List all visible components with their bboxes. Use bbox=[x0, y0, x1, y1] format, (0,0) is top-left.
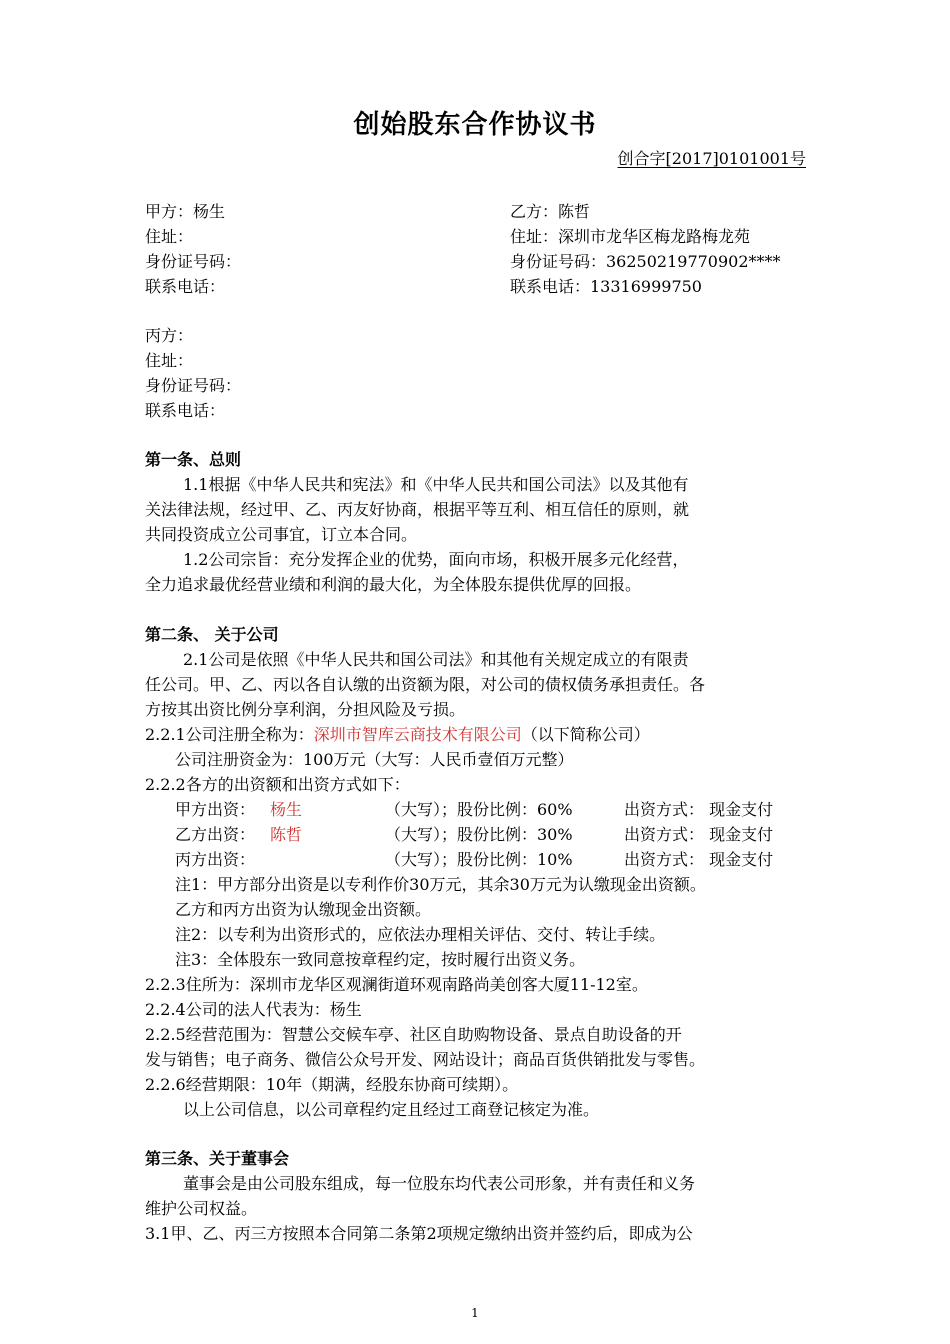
contribution-label-b: 乙方出资： bbox=[175, 825, 256, 844]
registered-company-name: 深圳市智库云商技术有限公司 bbox=[313, 725, 522, 744]
party-c-name: 丙方： bbox=[145, 326, 194, 345]
article3-para1-line2: 维护公司权益。 bbox=[145, 1199, 258, 1218]
legal-representative: 2.2.4公司的法人代表为：杨生 bbox=[145, 1000, 362, 1019]
party-c-address: 住址： bbox=[145, 351, 194, 370]
party-a-phone: 联系电话： bbox=[145, 277, 226, 296]
registered-name-suffix: （以下简称公司） bbox=[521, 725, 650, 744]
contribution-name-a: 杨生 bbox=[270, 800, 303, 819]
registered-name-line bbox=[145, 722, 650, 747]
party-a-address: 住址： bbox=[145, 227, 194, 246]
article2-para1-line3: 方按其出资比例分享利润，分担风险及亏损。 bbox=[145, 700, 466, 719]
article2-heading: 第二条、 关于公司 bbox=[145, 625, 279, 644]
contribution-intro: 2.2.2各方的出资额和出资方式如下： bbox=[145, 775, 410, 794]
article2-para1-line2: 任公司。甲、乙、丙以各自认缴的出资额为限，对公司的债权债务承担责任。各 bbox=[145, 675, 706, 694]
note2: 注2：以专利为出资形式的，应依法办理相关评估、交付、转让手续。 bbox=[175, 925, 666, 944]
party-b-name: 乙方：陈哲 bbox=[510, 202, 591, 221]
party-a-id: 身份证号码： bbox=[145, 252, 242, 271]
business-scope-line1: 2.2.5经营范围为：智慧公交候车亭、社区自助购物设备、景点自助设备的开 bbox=[145, 1025, 682, 1044]
contribution-amount-c: （大写）；股份比例：10% bbox=[385, 850, 573, 869]
contribution-amount-b: （大写）；股份比例：30% bbox=[385, 825, 573, 844]
article1-para1-line3: 共同投资成立公司事宜，订立本合同。 bbox=[145, 525, 418, 544]
party-b-phone: 联系电话：13316999750 bbox=[510, 277, 702, 296]
registered-capital: 公司注册资金为：100万元（大写：人民币壹佰万元整） bbox=[175, 750, 574, 769]
page-number: 1 bbox=[471, 1306, 479, 1320]
note1-line1: 注1：甲方部分出资是以专利作价30万元，其余30万元为认缴现金出资额。 bbox=[175, 875, 706, 894]
contribution-name-b: 陈哲 bbox=[270, 825, 303, 844]
article1-para1-line1: 1.1根据《中华人民共和宪法》和《中华人民共和国公司法》以及其他有 bbox=[183, 475, 689, 494]
business-term: 2.2.6经营期限：10年（期满，经股东协商可续期）。 bbox=[145, 1075, 519, 1094]
business-scope-line2: 发与销售；电子商务、微信公众号开发、网站设计；商品百货供销批发与零售。 bbox=[145, 1050, 706, 1069]
document-number: 创合字[2017]0101001号 bbox=[617, 149, 806, 168]
party-a-name: 甲方：杨生 bbox=[145, 202, 226, 221]
article1-para1-line2: 关法律法规，经过甲、乙、丙友好协商，根据平等互利、相互信任的原则，就 bbox=[145, 500, 690, 519]
contribution-method-a: 出资方式： 现金支付 bbox=[624, 800, 774, 819]
registered-name-prefix: 2.2.1公司注册全称为： bbox=[145, 725, 314, 744]
party-c-phone: 联系电话： bbox=[145, 401, 226, 420]
article2-para1-line1: 2.1公司是依照《中华人民共和国公司法》和其他有关规定成立的有限责 bbox=[183, 650, 689, 669]
article2-final-note: 以上公司信息，以公司章程约定且经过工商登记核定为准。 bbox=[183, 1100, 600, 1119]
contribution-method-c: 出资方式： 现金支付 bbox=[624, 850, 774, 869]
note3: 注3：全体股东一致同意按章程约定，按时履行出资义务。 bbox=[175, 950, 586, 969]
contribution-label-c: 丙方出资： bbox=[175, 850, 256, 869]
party-b-id: 身份证号码：36250219770902**** bbox=[510, 252, 781, 271]
note1-line2: 乙方和丙方出资为认缴现金出资额。 bbox=[175, 900, 432, 919]
article1-heading: 第一条、总则 bbox=[145, 450, 242, 469]
article1-para2-line2: 全力追求最优经营业绩和利润的最大化，为全体股东提供优厚的回报。 bbox=[145, 575, 642, 594]
contribution-amount-a: （大写）；股份比例：60% bbox=[385, 800, 573, 819]
company-residence: 2.2.3住所为：深圳市龙华区观澜街道环观南路尚美创客大厦11-12室。 bbox=[145, 975, 648, 994]
party-c-id: 身份证号码： bbox=[145, 376, 242, 395]
article1-para2-line1: 1.2公司宗旨：充分发挥企业的优势，面向市场，积极开展多元化经营， bbox=[183, 550, 689, 569]
document-title: 创始股东合作协议书 bbox=[353, 110, 597, 140]
article3-para1-line1: 董事会是由公司股东组成，每一位股东均代表公司形象，并有责任和义务 bbox=[183, 1174, 696, 1193]
contribution-label-a: 甲方出资： bbox=[175, 800, 256, 819]
contribution-method-b: 出资方式： 现金支付 bbox=[624, 825, 774, 844]
party-b-address: 住址：深圳市龙华区梅龙路梅龙苑 bbox=[510, 227, 751, 246]
article3-para2-line1: 3.1甲、乙、丙三方按照本合同第二条第2项规定缴纳出资并签约后，即成为公 bbox=[145, 1224, 693, 1243]
article3-heading: 第三条、关于董事会 bbox=[145, 1149, 290, 1168]
